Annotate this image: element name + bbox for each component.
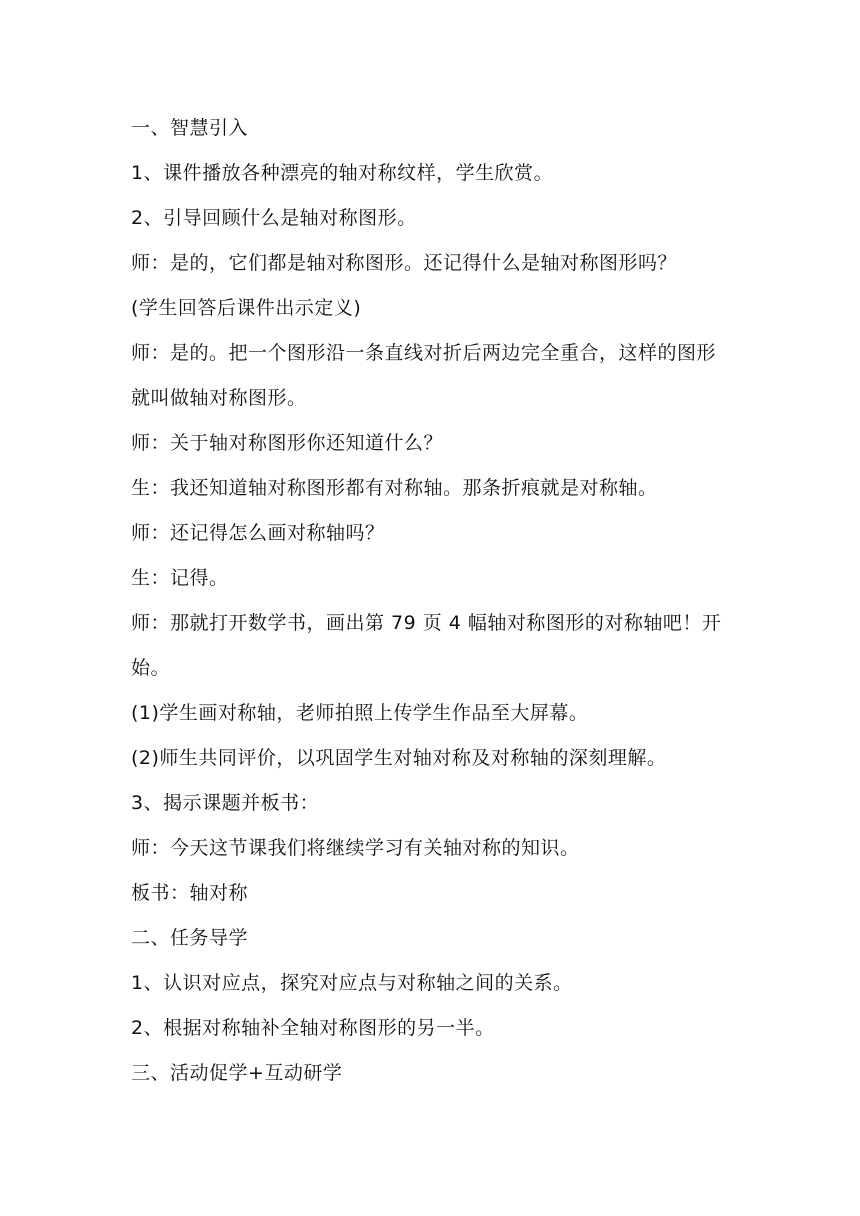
paragraph: 3、揭示课题并板书：: [131, 792, 320, 814]
paragraph: 2、引导回顾什么是轴对称图形。: [131, 207, 417, 229]
paragraph: 板书：轴对称: [131, 882, 249, 904]
dialogue-line: 师：还记得怎么画对称轴吗？: [131, 522, 385, 544]
dialogue-line: 师：那就打开数学书，画出第 79 页 4 幅轴对称图形的对称轴吧！开: [131, 612, 722, 634]
section-heading: 三、活动促学+互动研学: [131, 1062, 343, 1084]
paragraph: 2、根据对称轴补全轴对称图形的另一半。: [131, 1017, 495, 1039]
paragraph: 1、认识对应点，探究对应点与对称轴之间的关系。: [131, 972, 573, 994]
dialogue-line: 师：是的，它们都是轴对称图形。还记得什么是轴对称图形吗？: [131, 252, 678, 274]
paragraph: (1)学生画对称轴，老师拍照上传学生作品至大屏幕。: [131, 702, 589, 724]
section-heading: 二、任务导学: [131, 927, 249, 949]
paragraph: (学生回答后课件出示定义): [131, 297, 362, 319]
paragraph: (2)师生共同评价，以巩固学生对轴对称及对称轴的深刻理解。: [131, 747, 667, 769]
dialogue-line: 师：是的。把一个图形沿一条直线对折后两边完全重合，这样的图形: [131, 342, 717, 364]
dialogue-line: 师：今天这节课我们将继续学习有关轴对称的知识。: [131, 837, 580, 859]
section-heading: 一、智慧引入: [131, 117, 249, 139]
paragraph: 1、课件播放各种漂亮的轴对称纹样，学生欣赏。: [131, 162, 554, 184]
document-body: [131, 112, 741, 1102]
dialogue-line: 生：记得。: [131, 567, 229, 589]
dialogue-line-continued: 始。: [131, 657, 171, 679]
dialogue-line: 生：我还知道轴对称图形都有对称轴。那条折痕就是对称轴。: [131, 477, 658, 499]
dialogue-line-continued: 就叫做轴对称图形。: [131, 387, 307, 409]
dialogue-line: 师：关于轴对称图形你还知道什么？: [131, 432, 444, 454]
